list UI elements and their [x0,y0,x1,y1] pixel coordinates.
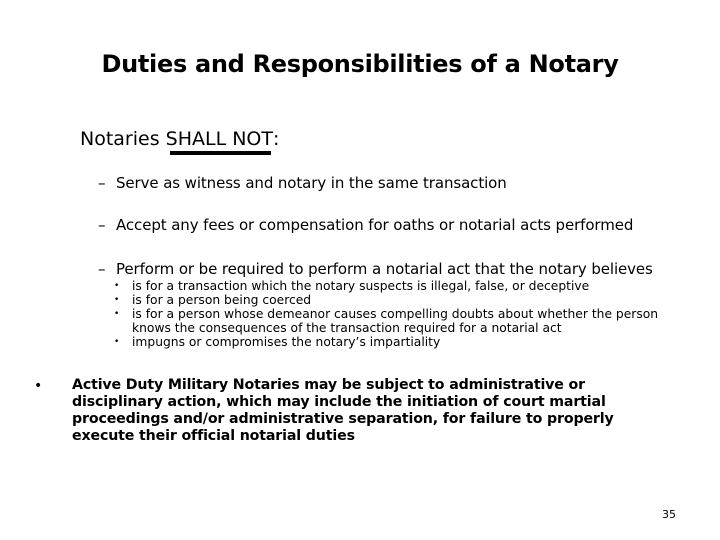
underline-bar [170,151,271,155]
heading-underlined-text: SHALL NOT [165,128,273,150]
dash-icon: – [98,216,106,234]
bullet-icon: • [34,378,43,394]
sub-bullet-text: is for a person being coerced [132,293,312,307]
heading-emphasis [166,128,273,150]
sub-bullet-item [114,293,674,307]
dash-item-text: Perform or be required to perform a notarial act that the notary believes [116,260,653,278]
sub-bullet-item [114,335,674,349]
sub-bullet-text: is for a transaction which the notary suspects is illegal, false, or deceptive [132,279,590,293]
sub-bullet-item [114,279,674,293]
sub-bullet-text: impugns or compromises the notary’s impartiality [132,335,441,349]
heading-suffix: : [273,128,280,150]
dash-item-text: Serve as witness and notary in the same transaction [116,174,507,192]
page-number: 35 [662,508,676,521]
sub-bullet-item [114,307,674,335]
sub-bullet-text: is for a person whose demeanor causes compelling doubts about whether the person knows the consequences of the transaction required for a notarial act [132,307,659,335]
dash-item [98,174,507,192]
dash-item [98,216,633,234]
dash-icon: – [98,260,106,278]
military-note: Active Duty Military Notaries may be subject to administrative or disciplinary action, which may include the initiation of court martial proceedings and/or administrative separation, for failure to properly execute their official notarial duties [72,377,614,444]
dash-item-text: Accept any fees or compensation for oaths or notarial acts performed [116,216,634,234]
slide-title: Duties and Responsibilities of a Notary [101,50,619,78]
bullet-icon: • [114,295,120,305]
heading-prefix: Notaries [80,128,166,150]
bullet-icon: • [114,337,120,347]
dash-icon: – [98,174,106,192]
sub-bullet-list [114,279,674,349]
dash-item [98,260,653,278]
bullet-icon: • [114,281,120,291]
bullet-icon: • [114,309,120,319]
section-heading [80,128,279,150]
